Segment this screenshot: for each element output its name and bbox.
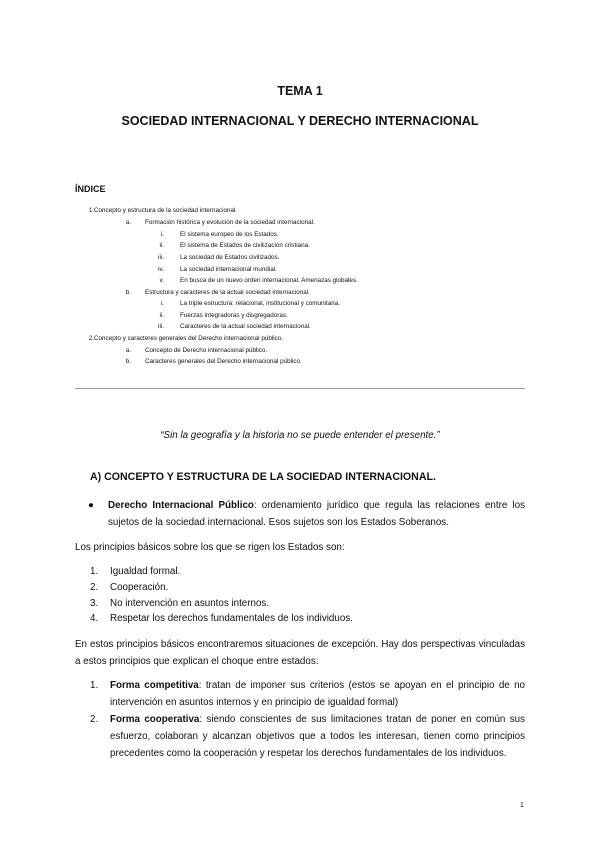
paragraph: En estos principios básicos encontraremos situaciones de excepción. Hay dos perspectivas vinculadas a estos principios que explican el choque entre estados: <box>75 639 525 667</box>
section-heading-a: A) CONCEPTO Y ESTRUCTURA DE LA SOCIEDAD INTERNACIONAL. <box>90 471 436 483</box>
term: Forma cooperativa <box>110 714 200 725</box>
paragraph: Los principios básicos sobre los que se rigen los Estados son: <box>75 542 345 553</box>
definition-term: Derecho Internacional Público <box>108 500 254 511</box>
divider <box>75 388 525 389</box>
principles-list: 1. Igualdad formal. 2. Cooperación. 3. No intervención en asuntos internos. 4. Respetar los derechos fundamentales de los individuos. <box>90 566 353 624</box>
epigraph-quote: “Sin la geografía y la historia no se puede entender el presente.” <box>160 430 440 441</box>
definition-text: Derecho Internacional Público: ordenamiento jurídico que regula las relaciones entre los sujetos de la sociedad internacional. Esos sujetos son los Estados Soberanos. <box>108 500 526 528</box>
page-subtitle: SOCIEDAD INTERNACIONAL Y DERECHO INTERNACIONAL <box>121 114 479 128</box>
bullet-icon: ● <box>88 500 94 511</box>
term: Forma competitiva <box>110 680 199 691</box>
page-title: TEMA 1 <box>277 84 323 98</box>
index-heading: ÍNDICE <box>75 184 106 194</box>
document-page: TEMA 1 SOCIEDAD INTERNACIONAL Y DERECHO INTERNACIONAL ÍNDICE 1. Concepto y estructura de la sociedad internacional. a. Formación histórica y evolución de la sociedad internacional. i. El sistema europeo de los Estados. ii. El sistema de Estados de civilización cristiana. iii. La sociedad de Estados civilizados. iv. La sociedad internacional mundial. v. En busca de un nuevo orden internacional. Amenazas globales. b. Estructura y caracteres de la actual sociedad internacional. i. La triple estructura: relacional, institucional y comunitaria. ii. Fuerzas integradoras y disgregadoras. iii. Caracteres de la actual sociedad internacional. 2. Concepto y caracteres generales del Derecho internacional público. a. Concepto de Derecho internacional público. b. Caracteres generales del Derecho internacional público. “Sin la geografía y la historia no se puede entender el presente.” A) CONCEPTO Y ESTRUCTURA DE LA SOCIEDAD INTERNACIONAL. ● Derecho Internacional Público: ordenamiento jurídico que regula las relaciones entre los sujetos de la sociedad internacional. Esos sujetos son los Estados Soberanos. Los principios básicos sobre los que se rigen los Estados son: 1. Igualdad formal. 2. Cooperación. 3. No intervención en asuntos internos. 4. Respetar los derechos fundamentales de los individuos. En estos principios básicos encontraremos situaciones de excepción. Hay dos perspectivas vinculadas a estos principios que explican el choque entre estados: 1. Forma competitiva: tratan de imponer sus criterios (estos se apoyan en el principio de no intervención en asuntos internos y en principio de igualdad formal) 2. Forma cooperativa: siendo conscientes de sus limitaciones tratan de poner en común sus esfuerzo, colaboran y alcanzan objetivos que a todos les interesan, tienen como principios precedentes como la cooperación y respetar los derechos fundamentales de los individuos. 1 <box>0 0 600 848</box>
page-number: 1 <box>520 802 524 809</box>
table-of-contents: 1. Concepto y estructura de la sociedad internacional. a. Formación histórica y evolución de la sociedad internacional. i. El sistema europeo de los Estados. ii. El sistema de Estados de civilización cristiana. iii. La sociedad de Estados civilizados. iv. La sociedad internacional mundial. v. En busca de un nuevo orden internacional. Amenazas globales. b. Estructura y caracteres de la actual sociedad internacional. i. La triple estructura: relacional, institucional y comunitaria. ii. Fuerzas integradoras y disgregadoras. iii. Caracteres de la actual sociedad internacional. 2. Concepto y caracteres generales del Derecho internacional público. a. Concepto de Derecho internacional público. b. Caracteres generales del Derecho internacional público. <box>88 207 358 365</box>
